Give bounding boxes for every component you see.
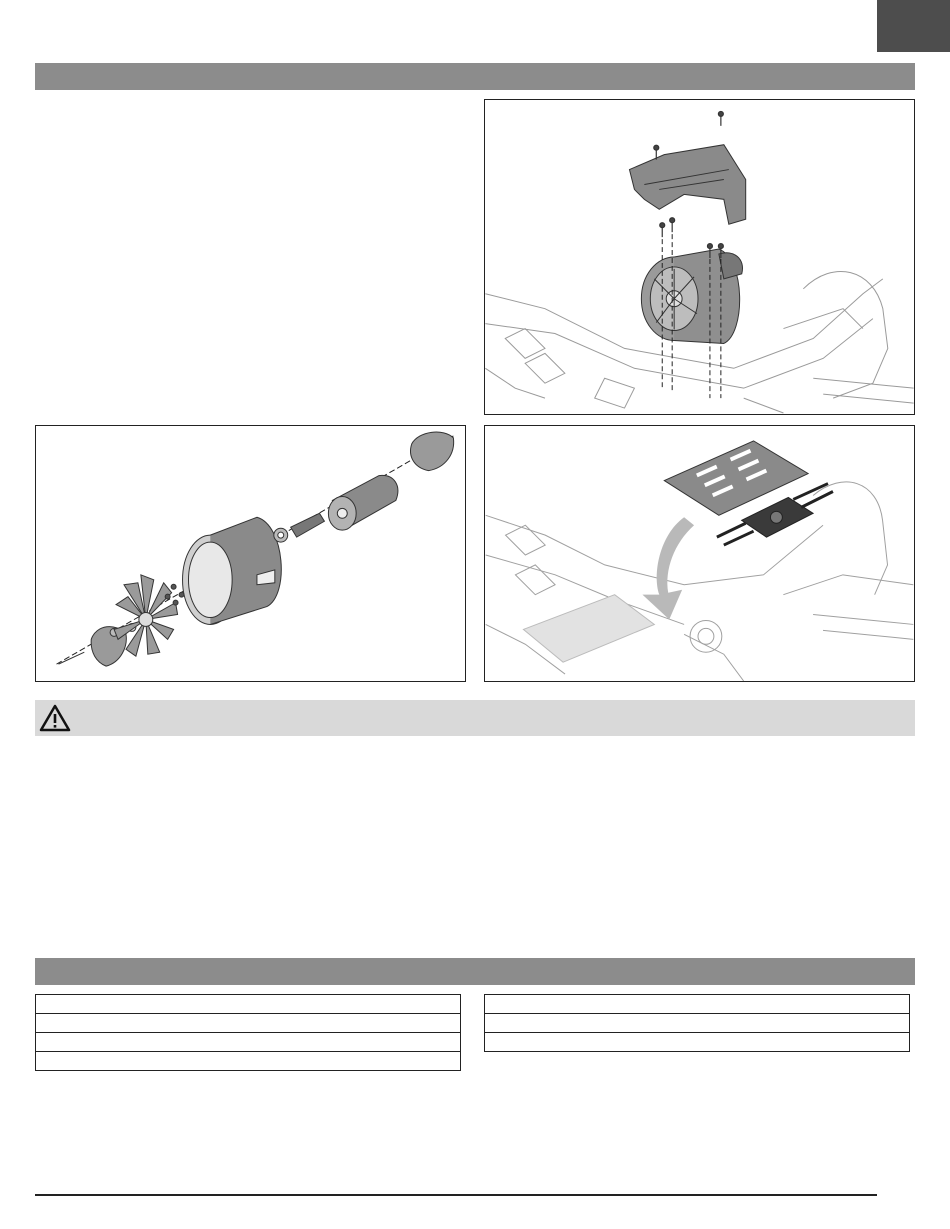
- fan-unit-removal-figure: [484, 99, 915, 415]
- warning-triangle-icon: [39, 703, 71, 733]
- parts-table-right: [484, 994, 910, 1052]
- parts-table-left: [35, 994, 461, 1071]
- fan-motor-exploded-illustration: [36, 426, 465, 681]
- fan-housing-screws-illustration: [485, 100, 914, 414]
- body-text-column: [35, 100, 465, 415]
- table-row: [35, 995, 461, 1014]
- warning-bar: [35, 700, 915, 736]
- section-heading-bar: [35, 63, 915, 90]
- table-row: [484, 1033, 910, 1052]
- esc-hatch-figure: [484, 425, 915, 682]
- table-row: [35, 1052, 461, 1071]
- language-tab: [877, 0, 950, 52]
- table-row: [484, 1014, 910, 1033]
- table-row: [484, 995, 910, 1014]
- parts-section-heading-bar: [35, 958, 915, 985]
- table-row: [35, 1014, 461, 1033]
- esc-cover-hatch-illustration: [485, 426, 914, 681]
- table-row: [35, 1033, 461, 1052]
- footer-rule: [35, 1194, 877, 1196]
- fan-exploded-view-figure: [35, 425, 466, 682]
